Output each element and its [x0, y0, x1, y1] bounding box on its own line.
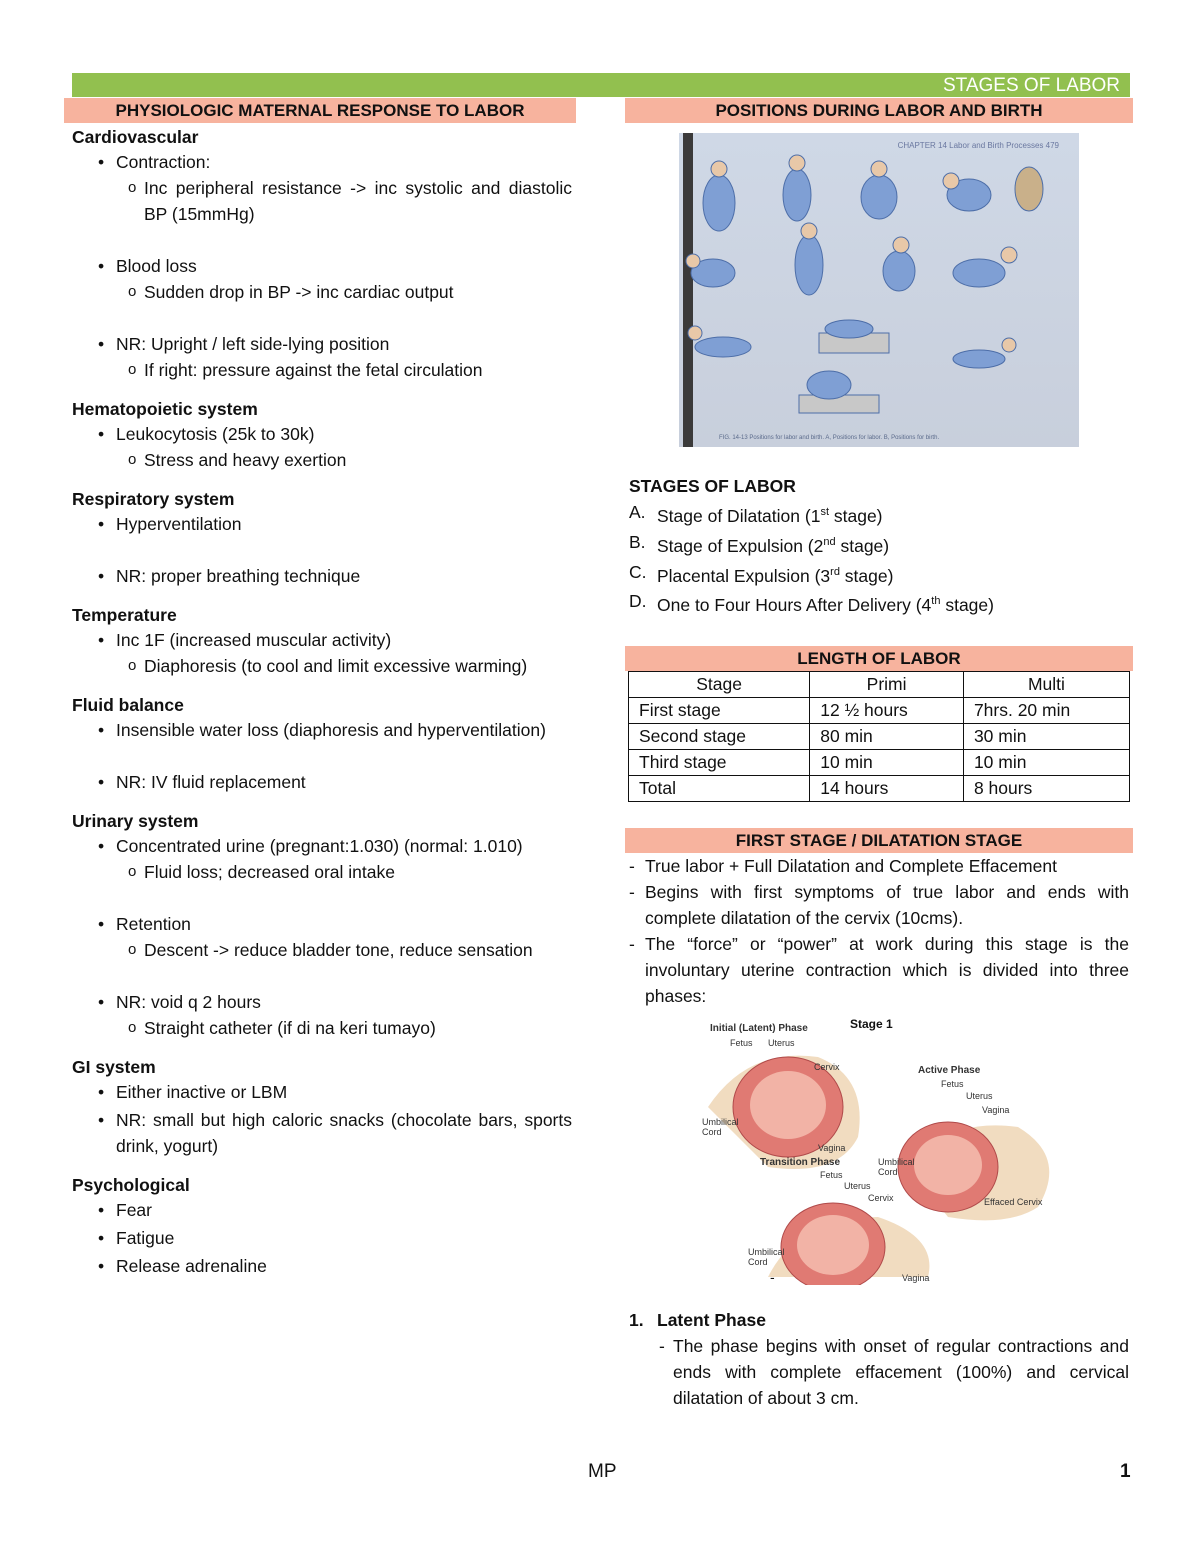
length-of-labor-heading: LENGTH OF LABOR	[625, 646, 1133, 671]
header-title: STAGES OF LABOR	[942, 75, 1120, 96]
table-cell: 8 hours	[963, 776, 1129, 802]
table-cell: 14 hours	[810, 776, 964, 802]
table-header-cell: Multi	[963, 672, 1129, 698]
table-row	[629, 724, 1130, 750]
transition-fetus-label: Fetus	[820, 1170, 843, 1181]
length-of-labor-table	[628, 671, 1130, 802]
bullet-block	[64, 511, 576, 537]
stage-name: Stage of Dilatation (1	[657, 505, 821, 526]
bullet-item: • NR: IV fluid replacement	[64, 769, 576, 795]
stage-text	[657, 529, 889, 559]
table-body	[629, 698, 1130, 802]
bullet-item: • Retention	[64, 911, 576, 937]
footer-initials: MP	[588, 1461, 617, 1482]
bullet-block	[64, 149, 576, 227]
stage-item	[629, 499, 1133, 529]
section-title: Urinary system	[72, 811, 199, 831]
stage-suffix: stage)	[839, 565, 894, 586]
bullet-block	[64, 563, 576, 589]
bullet-item: • Fatigue	[64, 1225, 576, 1251]
table-row	[629, 776, 1130, 802]
sub-bullet-item: o Sudden drop in BP -> inc cardiac output	[64, 279, 576, 305]
latent-phase-title	[625, 1307, 1133, 1333]
section-title: Temperature	[72, 605, 177, 625]
bullet-block	[64, 769, 576, 795]
bullet-item: • Either inactive or LBM	[64, 1079, 576, 1105]
transition-phase-label: Transition Phase	[760, 1157, 841, 1169]
positions-figure	[679, 133, 1079, 447]
sub-bullet-item: o Fluid loss; decreased oral intake	[64, 859, 576, 885]
umbilical-cord-label: Umbilical Cord	[702, 1117, 739, 1138]
section	[64, 125, 576, 383]
active-fetus-label: Fetus	[941, 1079, 964, 1090]
sub-bullet-item: o Stress and heavy exertion	[64, 447, 576, 473]
effaced-cervix-label: Effaced Cervix	[984, 1197, 1043, 1208]
section-title: Psychological	[72, 1175, 190, 1195]
bullet-block	[64, 331, 576, 383]
bullet-item: • Release adrenaline	[64, 1253, 576, 1279]
sub-bullet-item: o Diaphoresis (to cool and limit excessive warming)	[64, 653, 576, 679]
latent-phase-number: 1.	[629, 1310, 644, 1331]
active-phase-label: Active Phase	[918, 1065, 981, 1077]
transition-umbilical-label: Umbilical Cord	[748, 1247, 785, 1268]
positions-illustration	[679, 133, 1079, 447]
bullet-item: • NR: Upright / left side-lying position	[64, 331, 576, 357]
table-cell: 30 min	[963, 724, 1129, 750]
bullet-block	[64, 989, 576, 1041]
first-stage-item: - True labor + Full Dilatation and Complete Effacement	[625, 853, 1133, 879]
bullet-block	[64, 627, 576, 679]
sub-bullet-item: o If right: pressure against the fetal circulation	[64, 357, 576, 383]
bullet-block	[64, 717, 576, 743]
table-cell: 10 min	[963, 750, 1129, 776]
page-number: 1	[1120, 1461, 1131, 1482]
bullet-item: • Concentrated urine (pregnant:1.030) (normal: 1.010)	[64, 833, 576, 859]
bullet-item: • Inc 1F (increased muscular activity)	[64, 627, 576, 653]
section	[64, 1055, 576, 1159]
stage-item	[629, 588, 1133, 618]
figure-caption: FIG. 14-13 Positions for labor and birth. A, Positions for labor. B, Positions for birth.	[719, 435, 940, 441]
stage-text	[657, 588, 994, 618]
bullet-block	[64, 1225, 576, 1251]
table-header-cell: Primi	[810, 672, 964, 698]
physiologic-response-heading: PHYSIOLOGIC MATERNAL RESPONSE TO LABOR	[64, 98, 576, 123]
bullet-block	[64, 1079, 576, 1105]
initial-phase-label: Initial (Latent) Phase	[710, 1023, 808, 1035]
section	[64, 487, 576, 589]
stage-ordinal: st	[820, 506, 829, 518]
bullet-block	[64, 253, 576, 305]
bullet-block	[64, 421, 576, 473]
active-umbilical-label: Umbilical Cord	[878, 1157, 915, 1178]
table-header-cell: Stage	[629, 672, 810, 698]
stage-ordinal: th	[931, 595, 941, 608]
stage-item	[629, 529, 1133, 559]
section	[64, 1173, 576, 1279]
figure-header: CHAPTER 14 Labor and Birth Processes 479	[897, 141, 1059, 150]
table-cell: 80 min	[810, 724, 964, 750]
header-bar	[72, 73, 1130, 97]
bullet-item: • NR: small but high caloric snacks (chocolate bars, sports drink, yogurt)	[64, 1107, 576, 1159]
bullet-item: • Hyperventilation	[64, 511, 576, 537]
bullet-item: • Insensible water loss (diaphoresis and hyperventilation)	[64, 717, 576, 743]
stages-of-labor-title: STAGES OF LABOR	[629, 476, 796, 496]
table-cell: 10 min	[810, 750, 964, 776]
section-title: GI system	[72, 1057, 156, 1077]
table-cell: Third stage	[629, 750, 810, 776]
table-cell: First stage	[629, 698, 810, 724]
fetus-label: Fetus	[730, 1038, 753, 1049]
stage-letter: C.	[629, 561, 647, 582]
section-title: Fluid balance	[72, 695, 184, 715]
table-cell: Second stage	[629, 724, 810, 750]
bullet-item: • NR: proper breathing technique	[64, 563, 576, 589]
left-column	[64, 98, 576, 1279]
sub-bullet-item: o Inc peripheral resistance -> inc systolic and diastolic BP (15mmHg)	[64, 175, 576, 227]
stage-letter: D.	[629, 591, 647, 612]
bullet-block	[64, 1197, 576, 1223]
bullet-item: • Blood loss	[64, 253, 576, 279]
stage-name: Placental Expulsion (3	[657, 565, 831, 586]
left-sections	[64, 125, 576, 1279]
vagina-label: Vagina	[818, 1143, 846, 1154]
stage-letter: B.	[629, 531, 646, 552]
table-header-row	[629, 672, 1130, 698]
active-uterus-label: Uterus	[966, 1091, 993, 1102]
section-title: Hematopoietic system	[72, 399, 258, 419]
positions-heading: POSITIONS DURING LABOR AND BIRTH	[625, 98, 1133, 123]
latent-phase-title-text: Latent Phase	[657, 1310, 766, 1331]
stage-suffix: stage)	[940, 595, 994, 616]
figure-trailing-dash: -	[770, 1269, 775, 1286]
table-row	[629, 698, 1130, 724]
section	[64, 397, 576, 473]
stage-ordinal: rd	[830, 565, 840, 578]
uterus-label: Uterus	[768, 1038, 795, 1049]
phases-illustration	[708, 1017, 1078, 1285]
table-cell: 7hrs. 20 min	[963, 698, 1129, 724]
sub-bullet-item: o Straight catheter (if di na keri tumayo)	[64, 1015, 576, 1041]
sub-bullet-item: o Descent -> reduce bladder tone, reduce sensation	[64, 937, 576, 963]
transition-cervix-label: Cervix	[868, 1193, 894, 1204]
bullet-block	[64, 1253, 576, 1279]
section	[64, 603, 576, 679]
bullet-block	[64, 1107, 576, 1159]
first-stage-list	[625, 853, 1133, 1009]
latent-phase-description: - The phase begins with onset of regular contractions and ends with complete effacement (100%) and cervical dilatation of about 3 cm.	[625, 1333, 1133, 1411]
section	[64, 809, 576, 1041]
bullet-block	[64, 911, 576, 963]
stage-suffix: stage)	[835, 535, 890, 556]
first-stage-heading: FIRST STAGE / DILATATION STAGE	[625, 828, 1133, 853]
stage-letter: A.	[629, 502, 646, 522]
stage-ordinal: nd	[823, 535, 836, 548]
active-vagina-label: Vagina	[982, 1105, 1010, 1116]
section-title: Cardiovascular	[72, 127, 199, 147]
bullet-item: • Fear	[64, 1197, 576, 1223]
bullet-item: • NR: void q 2 hours	[64, 989, 576, 1015]
stage-name: Stage of Expulsion (2	[657, 535, 824, 556]
bullet-item: • Leukocytosis (25k to 30k)	[64, 421, 576, 447]
stage-item	[629, 559, 1133, 589]
stage-text	[657, 499, 883, 529]
phase-figure-stage-label: Stage 1	[850, 1017, 893, 1032]
first-stage-item: - Begins with first symptoms of true labor and ends with complete dilatation of the cervix (10cms).	[625, 879, 1133, 931]
bullet-block	[64, 833, 576, 885]
stage-suffix: stage)	[829, 505, 883, 526]
right-column	[625, 98, 1133, 1411]
table-cell: 12 ½ hours	[810, 698, 964, 724]
first-stage-item: - The “force” or “power” at work during this stage is the involuntary uterine contraction which is divided into three phases:	[625, 931, 1133, 1009]
stage-one-phases-figure	[702, 1017, 1078, 1286]
table-cell: Total	[629, 776, 810, 802]
stage-text	[657, 559, 893, 589]
transition-uterus-label: Uterus	[844, 1181, 871, 1192]
stages-list	[625, 499, 1133, 618]
stage-name: One to Four Hours After Delivery (4	[657, 595, 932, 616]
section	[64, 693, 576, 795]
transition-vagina-label: Vagina	[902, 1273, 930, 1284]
section-title: Respiratory system	[72, 489, 235, 509]
cervix-label: Cervix	[814, 1062, 840, 1073]
table-row	[629, 750, 1130, 776]
bullet-item: • Contraction:	[64, 149, 576, 175]
